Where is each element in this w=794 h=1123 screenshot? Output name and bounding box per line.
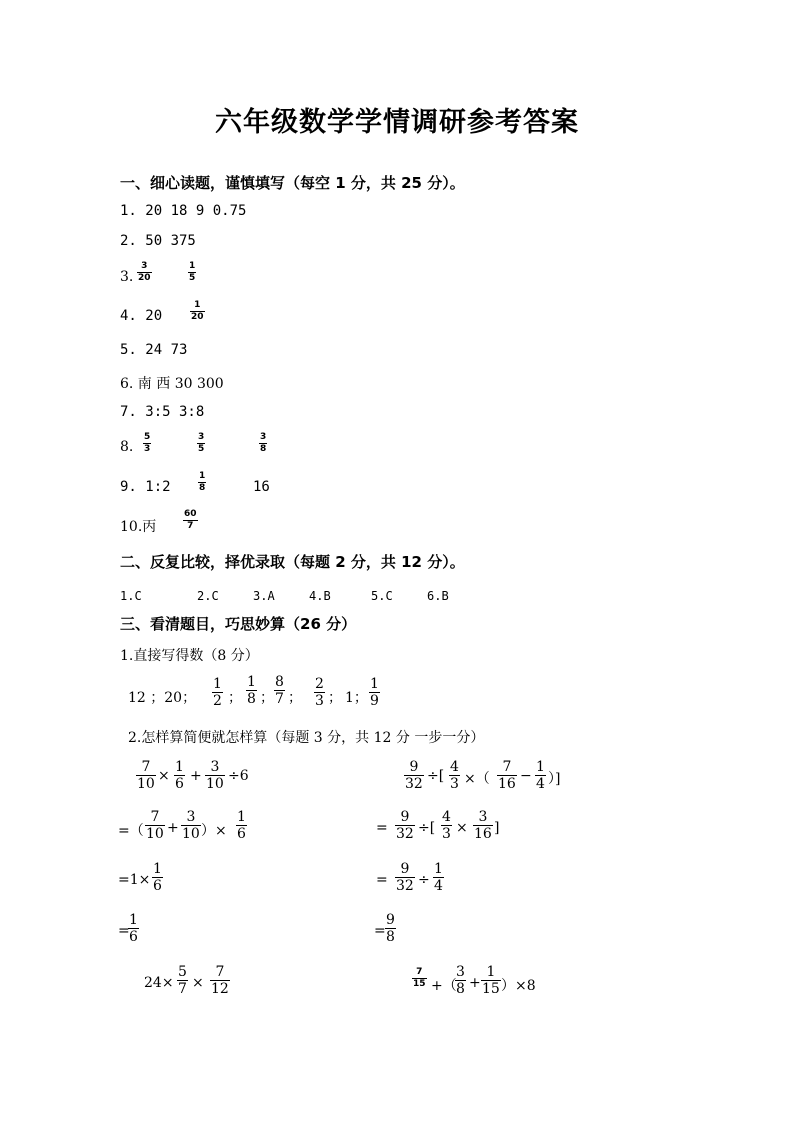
direct-answers-start: 12 ；20； [128,690,197,706]
fraction: 5 7 [178,964,187,997]
operator: + [469,975,481,991]
fraction: 3 10 [206,759,224,792]
operator: ）× [201,823,227,839]
equals: =（ [118,823,144,839]
answer-line-9: 9. 1:2 [120,479,171,495]
answer-line-8-prefix: 8. [120,439,134,455]
fraction: 1 6 [237,809,246,842]
answer-line-10: 10.丙 [120,519,157,535]
operator: × [456,820,468,836]
section-3-heading: 三、看清题目，巧思妙算（26 分） [120,615,357,633]
subsection-1-heading: 1.直接写得数（8 分） [120,648,259,664]
answer-line-4: 4. 20 [120,308,163,324]
separator: ； [328,690,342,706]
answer-line-2: 2. 50 375 [120,233,196,249]
fraction: 1 5 [189,261,196,283]
separator: ； [288,690,302,706]
operator: ÷[ [427,768,445,784]
fraction: 1 4 [536,759,545,792]
operator: + [190,768,202,784]
choice-answer-4: 4.B [309,589,331,603]
operator: × [192,975,204,991]
operator: ÷[ [418,820,436,836]
operator: +（ [431,978,457,994]
separator: ； [228,690,242,706]
equals: =1× [118,872,151,888]
fraction: 3 8 [456,964,465,997]
fraction: 1 8 [199,471,206,493]
equals: = [376,872,388,888]
fraction: 7 12 [211,964,229,997]
fraction: 4 3 [442,809,451,842]
answer-line-7: 7. 3:5 3:8 [120,404,205,420]
fraction: 1 6 [129,912,138,945]
fraction: 4 3 [450,759,459,792]
operator: ÷ [418,872,430,888]
section-1-heading: 一、细心读题，谨慎填写（每空 1 分，共 25 分）。 [120,174,465,192]
choice-answer-1: 1.C [120,589,142,603]
fraction: 7 16 [498,759,516,792]
fraction: 3 8 [260,432,267,454]
choice-answer-2: 2.C [197,589,219,603]
fraction: 7 10 [137,759,155,792]
operator: × [158,768,170,784]
fraction: 1 9 [370,676,379,709]
fraction: 3 5 [198,432,205,454]
equals: = [118,923,130,939]
expression-start: 24× [144,975,174,991]
fraction: 1 2 [213,676,222,709]
answer-line-1: 1. 20 18 9 0.75 [120,203,247,219]
fraction: 9 32 [396,861,414,894]
subsection-2-heading: 2.怎样算简便就怎样算（每题 3 分，共 12 分 一步一分） [128,730,485,746]
fraction: 3 16 [474,809,492,842]
fraction: 2 3 [315,676,324,709]
fraction: 7 15 [413,967,426,989]
fraction: 3 10 [182,809,200,842]
direct-answer-one: 1； [345,690,368,706]
answer-line-9-tail: 16 [253,479,270,495]
separator: ； [260,690,274,706]
page-title: 六年级数学学情调研参考答案 [215,107,579,138]
equals: = [374,923,386,939]
choice-answer-5: 5.C [371,589,393,603]
equals: = [376,820,388,836]
fraction: 8 7 [275,674,284,707]
operator: − [520,768,532,784]
operator: ）] [548,771,561,787]
choice-answer-6: 6.B [427,589,449,603]
operator: + [167,820,179,836]
fraction: 9 8 [386,912,395,945]
fraction: 7 10 [146,809,164,842]
operator: ）×8 [501,978,536,994]
fraction: 1 15 [482,964,500,997]
operator: ÷6 [228,768,249,784]
answer-line-5: 5. 24 73 [120,342,188,358]
section-2-heading: 二、反复比较，择优录取（每题 2 分，共 12 分）。 [120,553,465,571]
operator: ×（ [464,771,490,787]
fraction: 1 8 [247,674,256,707]
fraction: 1 20 [191,300,204,322]
fraction: 9 32 [405,759,423,792]
answer-line-6: 6. 南 西 30 300 [120,376,224,392]
operator: ] [494,820,500,836]
fraction: 5 3 [144,432,151,454]
fraction: 1 6 [175,759,184,792]
fraction: 3 20 [138,261,151,283]
fraction: 9 32 [396,809,414,842]
fraction: 1 4 [434,861,443,894]
fraction: 1 6 [153,861,162,894]
choice-answer-3: 3.A [253,589,275,603]
fraction: 60 7 [184,509,197,531]
answer-line-3-prefix: 3. [120,269,134,285]
